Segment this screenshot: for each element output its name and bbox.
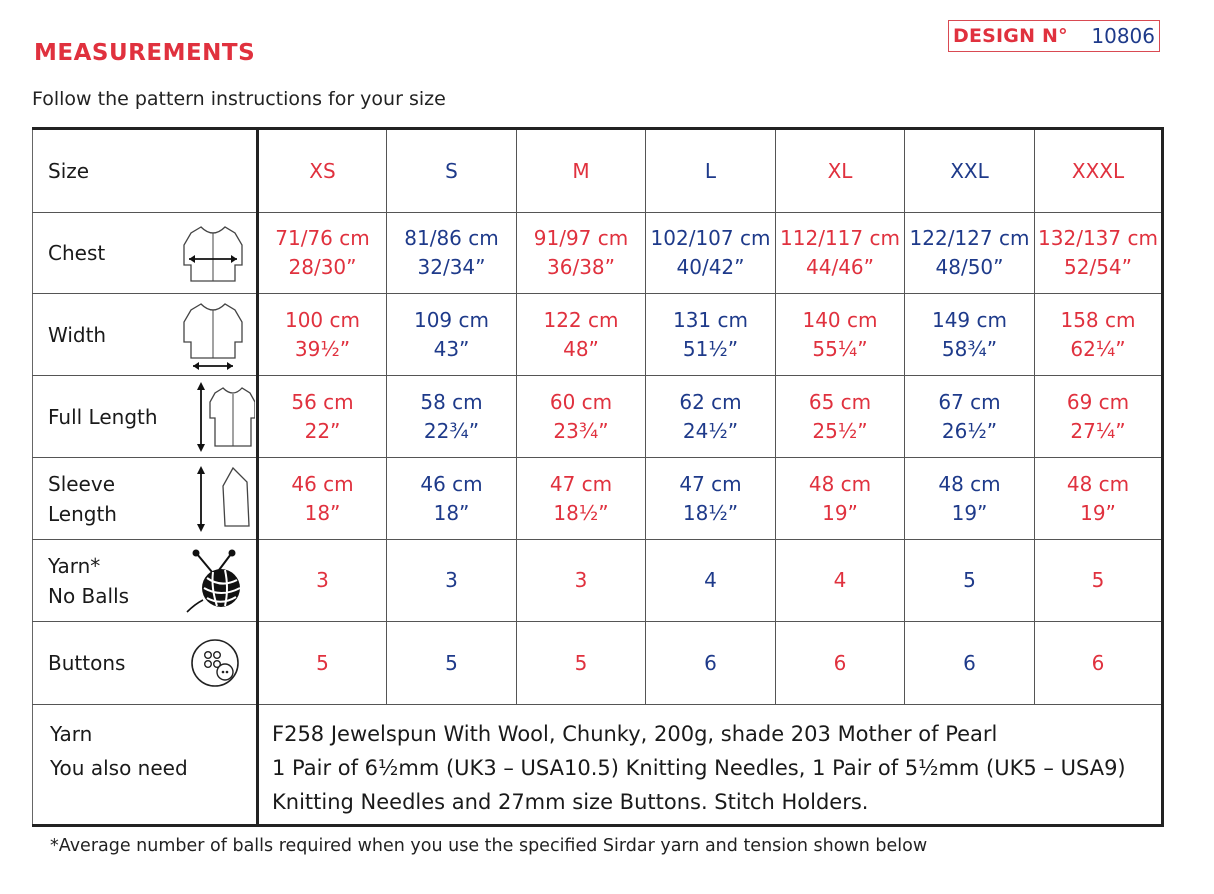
size-header — [517, 129, 646, 213]
length-in: 23¾” — [553, 418, 609, 443]
yarn-balls-label-cell — [33, 540, 258, 622]
size-xxxl: XXXL — [1071, 158, 1125, 183]
size-header — [776, 129, 905, 213]
chest-in: 36/38” — [547, 255, 615, 279]
chest-row — [33, 213, 1163, 294]
size-xl: XL — [827, 158, 853, 183]
size-header — [258, 129, 387, 213]
width-row — [33, 294, 1163, 376]
width-in: 62¼” — [1070, 336, 1126, 361]
size-l: L — [704, 158, 717, 183]
width-cm: 100 cm — [284, 307, 360, 332]
size-m: M — [572, 158, 590, 183]
design-number-box — [948, 20, 1160, 52]
size-header — [646, 129, 776, 213]
buttons-value: 5 — [574, 650, 588, 675]
width-in: 55¼” — [812, 336, 868, 361]
yarn-balls-value: 3 — [316, 568, 329, 592]
sleeve-length-label-cell — [33, 458, 258, 540]
length-in: 24½” — [682, 418, 739, 443]
sleeve-in: 19” — [1080, 500, 1116, 525]
size-label-cell — [33, 129, 258, 213]
row-label-line: Sleeve — [48, 471, 116, 496]
size-xs: XS — [309, 158, 336, 183]
width-cm: 131 cm — [672, 307, 748, 332]
width-in: 48” — [563, 336, 599, 361]
width-cm: 158 cm — [1060, 307, 1136, 332]
chest-cm: 122/127 cm — [909, 226, 1030, 250]
buttons-row — [33, 622, 1163, 705]
chest-in: 28/30” — [288, 255, 357, 279]
chest-cm: 102/107 cm — [650, 226, 771, 250]
chest-cm: 81/86 cm — [404, 226, 499, 250]
yarn-balls-value: 4 — [833, 568, 847, 592]
row-label — [48, 469, 117, 529]
sleeve-in: 18½” — [682, 500, 739, 525]
yarn-ball-needles-icon — [183, 548, 249, 614]
length-in: 25½” — [812, 418, 868, 443]
width-cm: 109 cm — [413, 307, 489, 332]
length-cm: 65 cm — [808, 389, 872, 414]
chest-in: 40/42” — [676, 255, 745, 279]
measurements-table — [32, 127, 1164, 827]
size-row — [33, 129, 1163, 213]
design-label: DESIGN N° — [953, 25, 1068, 47]
row-label: Chest — [48, 241, 106, 265]
sleeve-cm: 46 cm — [420, 471, 483, 496]
row-label: Full Length — [48, 404, 158, 429]
length-in: 27¼” — [1070, 418, 1126, 443]
width-cm: 122 cm — [543, 307, 619, 332]
length-in: 22¾” — [423, 418, 480, 443]
length-cm: 67 cm — [938, 389, 1001, 414]
length-cm: 69 cm — [1066, 389, 1130, 414]
also-need-label: You also need — [50, 756, 188, 780]
row-label-line: Length — [48, 501, 117, 526]
sleeve-cm: 48 cm — [938, 471, 1001, 496]
yarn-balls-row — [33, 540, 1163, 622]
size-header — [387, 129, 517, 213]
full-length-label-cell — [33, 376, 258, 458]
chest-in: 48/50” — [935, 255, 1004, 279]
length-in: 26½” — [941, 418, 998, 443]
length-cm: 60 cm — [549, 389, 613, 414]
notions-description: Knitting Needles and 27mm size Buttons. Stitch Holders. — [272, 790, 869, 814]
chest-cm: 71/76 cm — [275, 226, 370, 250]
width-in: 51½” — [682, 336, 739, 361]
chest-cm: 112/117 cm — [780, 226, 900, 250]
chest-in: 52/54” — [1064, 255, 1132, 279]
sleeve-cm: 48 cm — [1066, 471, 1130, 496]
materials-row — [33, 705, 1163, 826]
row-label: Buttons — [48, 651, 126, 675]
buttons-value: 5 — [316, 650, 329, 675]
yarn-description: F258 Jewelspun With Wool, Chunky, 200g, shade 203 Mother of Pearl — [272, 722, 998, 746]
buttons-label-cell — [33, 622, 258, 705]
sleeve-in: 18½” — [553, 500, 609, 525]
yarn-balls-value: 5 — [963, 568, 976, 592]
length-in: 22” — [304, 418, 341, 443]
sleeve-cm: 46 cm — [291, 471, 354, 496]
yarn-balls-value: 3 — [574, 568, 588, 592]
yarn-balls-value: 4 — [704, 568, 717, 592]
yarn-balls-value: 5 — [1091, 568, 1105, 592]
row-label-line: Yarn* — [48, 553, 101, 578]
sleeve-cm: 47 cm — [549, 471, 613, 496]
sleeve-cm: 48 cm — [808, 471, 872, 496]
page-title: MEASUREMENTS — [34, 40, 256, 66]
sleeve-in: 18” — [433, 500, 470, 525]
width-cm: 149 cm — [931, 307, 1007, 332]
chest-cm: 91/97 cm — [533, 226, 629, 250]
width-cm: 140 cm — [802, 307, 878, 332]
width-in: 39½” — [294, 336, 351, 361]
chest-label-cell — [33, 213, 258, 294]
full-length-row — [33, 376, 1163, 458]
row-label-line: No Balls — [48, 583, 130, 608]
materials-text-cell — [258, 705, 1163, 826]
length-cm: 58 cm — [420, 389, 483, 414]
sleeve-length-row — [33, 458, 1163, 540]
size-header — [905, 129, 1035, 213]
materials-labels-cell — [33, 705, 258, 826]
sleeve-in: 19” — [951, 500, 988, 525]
sleeve-in: 19” — [822, 500, 858, 525]
cardigan-chest-icon — [181, 221, 245, 285]
footnote: *Average number of balls required when you use the specified Sirdar yarn and tension shown below — [50, 836, 928, 856]
buttons-value: 6 — [1091, 650, 1105, 675]
sleeve-in: 18” — [304, 500, 341, 525]
width-in: 43” — [433, 336, 470, 361]
sleeve-length-icon — [195, 464, 255, 534]
size-xxl: XXL — [950, 158, 989, 183]
buttons-value: 5 — [445, 650, 458, 675]
size-s: S — [445, 158, 458, 183]
chest-cm: 132/137 cm — [1038, 226, 1158, 250]
cardigan-width-icon — [181, 300, 245, 370]
width-label-cell — [33, 294, 258, 376]
width-in: 58¾” — [941, 336, 998, 361]
cardigan-length-icon — [195, 380, 255, 454]
subtitle: Follow the pattern instructions for your size — [32, 88, 446, 110]
needles-description: 1 Pair of 6½mm (UK3 – USA10.5) Knitting Needles, 1 Pair of 5½mm (UK5 – USA9) — [272, 756, 1126, 780]
chest-in: 44/46” — [806, 255, 874, 279]
chest-in: 32/34” — [417, 255, 486, 279]
length-cm: 62 cm — [679, 389, 742, 414]
size-label: Size — [48, 159, 90, 183]
buttons-value: 6 — [833, 650, 847, 675]
sleeve-cm: 47 cm — [679, 471, 742, 496]
size-header — [1035, 129, 1163, 213]
yarn-balls-value: 3 — [445, 568, 458, 592]
yarn-label: Yarn — [50, 722, 93, 746]
buttons-value: 6 — [963, 650, 976, 675]
button-icon — [189, 637, 241, 689]
length-cm: 56 cm — [291, 389, 354, 414]
buttons-value: 6 — [704, 650, 717, 675]
row-label: Width — [48, 322, 107, 347]
row-label — [48, 551, 129, 611]
design-number: 10806 — [1091, 24, 1155, 48]
